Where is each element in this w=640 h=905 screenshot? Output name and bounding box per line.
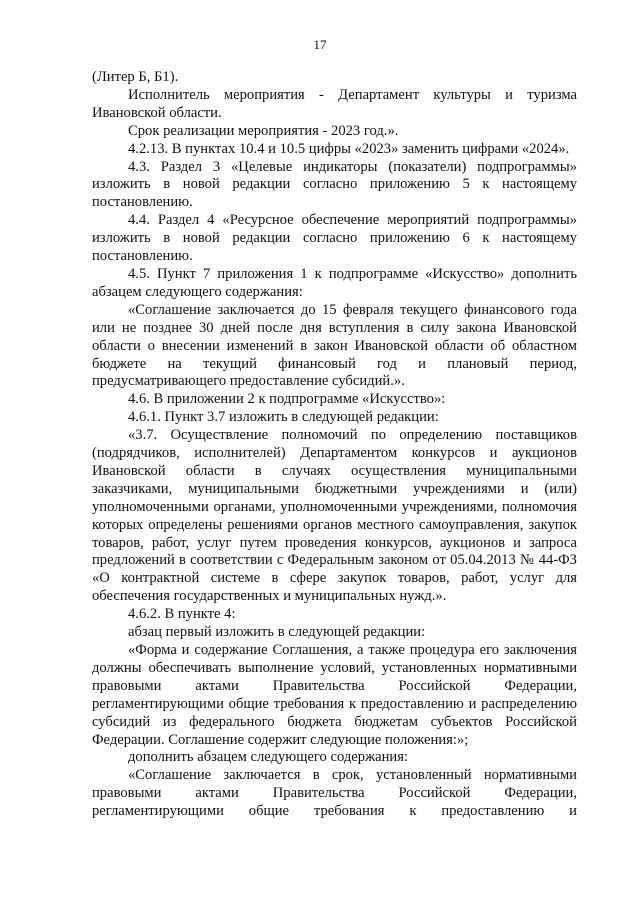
paragraph: (Литер Б, Б1).: [92, 69, 179, 85]
paragraph: 4.6. В приложении 2 к подпрограмме «Искусство»:: [128, 391, 446, 408]
paragraph: дополнить абзацем следующего содержания:: [128, 749, 408, 766]
paragraph: «Форма и содержание Соглашения, а также процедура его заключения должны обеспечивать выполнение условий, установленных нормативными правовыми актами Правительства Российской Федерации, регламентирующими общие требования к предоставлению и распределению субсидий из федерального бюджета бюджетам субъектов Российской Федерации. Соглашение содержит следующие положения:»;: [92, 642, 577, 748]
paragraph: Исполнитель мероприятия - Департамент культуры и туризма Ивановской области.: [92, 86, 577, 121]
paragraph: 4.4. Раздел 4 «Ресурсное обеспечение мероприятий подпрограммы» изложить в новой редакции согласно приложению 6 к настоящему постановлению.: [92, 212, 577, 265]
paragraph: 4.3. Раздел 3 «Целевые индикаторы (показатели) подпрограммы» изложить в новой редакции согласно приложению 5 к настоящему постановлению.: [92, 158, 577, 211]
paragraph: 4.5. Пункт 7 приложения 1 к подпрограмме «Искусство» дополнить абзацем следующего содержания:: [92, 265, 577, 300]
page-number: 17: [313, 37, 327, 52]
document-body: [92, 69, 577, 821]
paragraph: Срок реализации мероприятия - 2023 год.».: [128, 122, 399, 139]
paragraph: 4.2.13. В пунктах 10.4 и 10.5 цифры «2023» заменить цифрами «2024».: [128, 140, 570, 157]
paragraph: 4.6.2. В пункте 4:: [128, 606, 236, 623]
paragraph: абзац первый изложить в следующей редакции:: [128, 624, 426, 641]
paragraph: «Соглашение заключается в срок, установленный нормативными правовыми актами Правительства Российской Федерации, регламентирующими общие требования к предоставлению и: [92, 767, 577, 820]
paragraph: «3.7. Осуществление полномочий по определению поставщиков (подрядчиков, исполнителей) Департаментом конкурсов и аукционов Ивановской области в случаях осуществления муниципальными заказчиками, муниципальными бюджетными учреждениями и (или) уполномоченными органами, уполномоченными учреждениями, полномочия которых определены решениями органов местного самоуправления, закупок товаров, работ, услуг путем проведения конкурсов, аукционов и запроса предложений в соответствии с Федеральным законом от 05.04.2013 № 44-ФЗ «О контрактной системе в сфере закупок товаров, работ, услуг для обеспечения государственных и муниципальных нужд.».: [92, 427, 577, 605]
paragraph: «Соглашение заключается до 15 февраля текущего финансового года или не позднее 30 дней после дня вступления в силу закона Ивановской области о внесении изменений в закон Ивановской области об областном бюджете на текущий финансовый год и плановый период, предусматривающего предоставление субсидий.».: [92, 301, 577, 390]
paragraph: 4.6.1. Пункт 3.7 изложить в следующей редакции:: [128, 409, 439, 426]
